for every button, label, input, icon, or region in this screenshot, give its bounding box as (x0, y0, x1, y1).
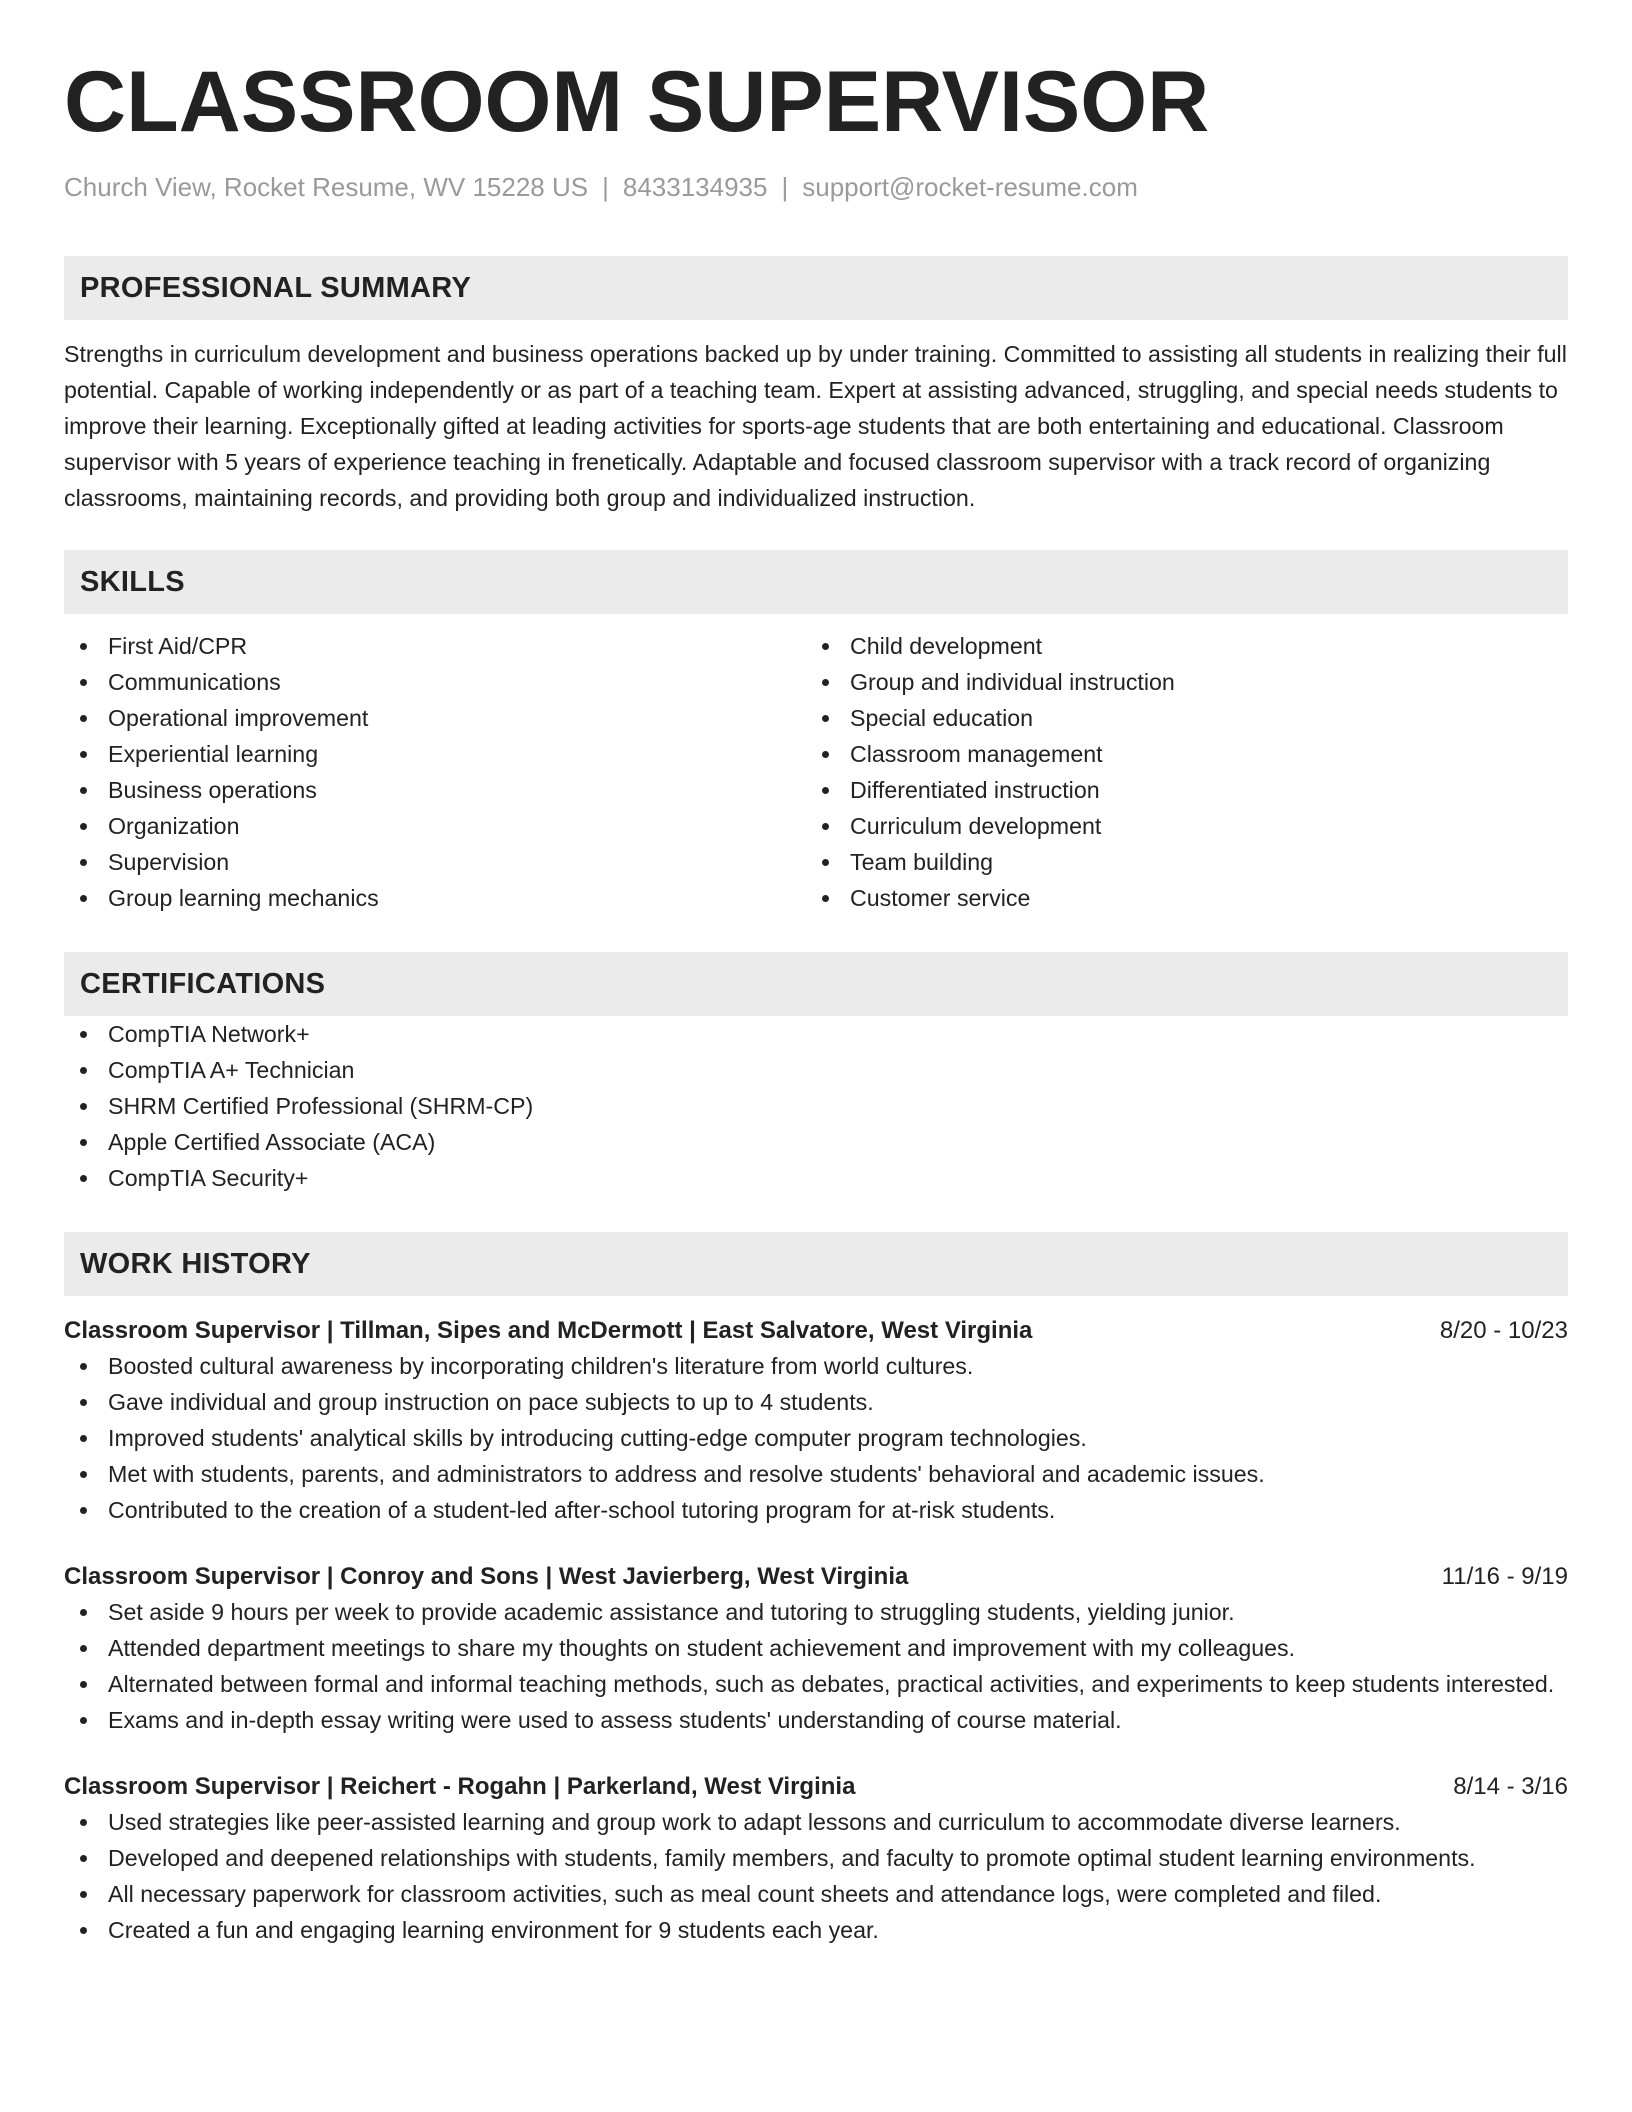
skill-item: Business operations (64, 772, 806, 808)
skills-grid (64, 628, 1568, 916)
resume-page (64, 52, 1568, 1948)
contact-line (64, 170, 1568, 204)
skill-item: Curriculum development (806, 808, 1548, 844)
skill-item: Operational improvement (64, 700, 806, 736)
job-entry (64, 1770, 1568, 1948)
job-title: Classroom Supervisor | Reichert - Rogahn | Parkerland, West Virginia (64, 1773, 856, 1800)
job-bullet: Exams and in-depth essay writing were used to assess students' understanding of course material. (64, 1702, 1568, 1738)
skill-item: First Aid/CPR (64, 628, 806, 664)
skill-item: Classroom management (806, 736, 1548, 772)
skill-item: Group and individual instruction (806, 664, 1548, 700)
job-bullet: Gave individual and group instruction on pace subjects to up to 4 students. (64, 1384, 1568, 1420)
skills-column-left (64, 628, 806, 916)
job-title: Classroom Supervisor | Tillman, Sipes and McDermott | East Salvatore, West Virginia (64, 1317, 1033, 1344)
skill-item: Organization (64, 808, 806, 844)
certifications-section (64, 952, 1568, 1196)
job-entry (64, 1314, 1568, 1528)
job-bullet-list (64, 1804, 1568, 1948)
candidate-name: CLASSROOM SUPERVISOR (64, 54, 1210, 150)
certification-item: CompTIA A+ Technician (64, 1052, 1568, 1088)
skills-section (64, 550, 1568, 916)
section-heading-summary: PROFESSIONAL SUMMARY (64, 256, 1568, 320)
contact-phone: 8433134935 (622, 172, 768, 202)
job-bullet: Boosted cultural awareness by incorporating children's literature from world cultures. (64, 1348, 1568, 1384)
contact-separator: | (781, 172, 789, 202)
job-header (64, 1770, 1568, 1804)
job-bullet: Attended department meetings to share my thoughts on student achievement and improvement with my colleagues. (64, 1630, 1568, 1666)
job-bullet: All necessary paperwork for classroom activities, such as meal count sheets and attendance logs, were completed and filed. (64, 1876, 1568, 1912)
job-dates: 8/14 - 3/16 (1453, 1773, 1568, 1800)
job-dates: 8/20 - 10/23 (1439, 1317, 1568, 1344)
job-bullet: Set aside 9 hours per week to provide academic assistance and tutoring to struggling students, yielding junior. (64, 1594, 1568, 1630)
job-dates: 11/16 - 9/19 (1441, 1563, 1568, 1590)
summary-section (64, 256, 1568, 516)
section-heading-skills: SKILLS (64, 550, 1568, 614)
skill-item: Experiential learning (64, 736, 806, 772)
skill-item: Supervision (64, 844, 806, 880)
job-entry (64, 1560, 1568, 1738)
contact-email: support@rocket-resume.com (802, 172, 1138, 202)
skill-item: Differentiated instruction (806, 772, 1548, 808)
job-bullet-list (64, 1348, 1568, 1528)
skill-item: Special education (806, 700, 1548, 736)
certification-item: Apple Certified Associate (ACA) (64, 1124, 1568, 1160)
job-bullet-list (64, 1594, 1568, 1738)
skill-item: Communications (64, 664, 806, 700)
job-bullet: Contributed to the creation of a student-led after-school tutoring program for at-risk students. (64, 1492, 1568, 1528)
job-title: Classroom Supervisor | Conroy and Sons | West Javierberg, West Virginia (64, 1563, 909, 1590)
contact-separator: | (602, 172, 609, 202)
job-bullet: Improved students' analytical skills by introducing cutting-edge computer program technologies. (64, 1420, 1568, 1456)
skill-item: Group learning mechanics (64, 880, 806, 916)
job-bullet: Created a fun and engaging learning environment for 9 students each year. (64, 1912, 1568, 1948)
skill-item: Customer service (806, 880, 1548, 916)
certifications-list (64, 1016, 1568, 1196)
contact-location: Church View, Rocket Resume, WV 15228 US (64, 172, 589, 202)
section-heading-work-history: WORK HISTORY (64, 1232, 1568, 1296)
certification-item: CompTIA Network+ (64, 1016, 1568, 1052)
skill-item: Team building (806, 844, 1548, 880)
job-bullet: Met with students, parents, and administrators to address and resolve students' behavioral and academic issues. (64, 1456, 1568, 1492)
section-heading-certifications: CERTIFICATIONS (64, 952, 1568, 1016)
skill-item: Child development (806, 628, 1548, 664)
job-bullet: Used strategies like peer-assisted learning and group work to adapt lessons and curriculum to accommodate diverse learners. (64, 1804, 1568, 1840)
job-header (64, 1314, 1568, 1348)
certification-item: CompTIA Security+ (64, 1160, 1568, 1196)
certification-item: SHRM Certified Professional (SHRM-CP) (64, 1088, 1568, 1124)
job-bullet: Alternated between formal and informal teaching methods, such as debates, practical activities, and experiments to keep students interested. (64, 1666, 1568, 1702)
job-header (64, 1560, 1568, 1594)
work-history-section (64, 1232, 1568, 1948)
job-bullet: Developed and deepened relationships with students, family members, and faculty to promote optimal student learning environments. (64, 1840, 1568, 1876)
summary-text: Strengths in curriculum development and business operations backed up by under training. Committed to assisting all students in realizing their full potential. Capable of working independently or as part of a teaching team. Expert at assisting advanced, struggling, and special needs students to improve their learning. Exceptionally gifted at leading activities for sports-age students that are both entertaining and educational. Classroom supervisor with 5 years of experience teaching in frenetically. Adaptable and focused classroom supervisor with a track record of organizing classrooms, maintaining records, and providing both group and individualized instruction. (64, 341, 1567, 511)
skills-column-right (806, 628, 1548, 916)
